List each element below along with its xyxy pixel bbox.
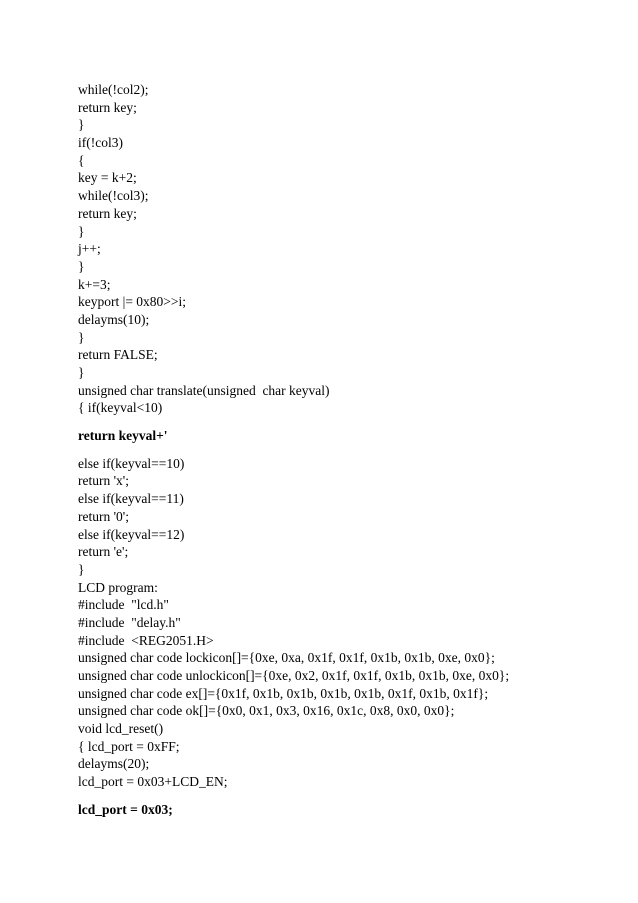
code-line: lcd_port = 0x03+LCD_EN; xyxy=(78,774,228,790)
paragraph-gap xyxy=(78,791,618,801)
code-listing xyxy=(78,81,618,819)
code-line: while(!col3); xyxy=(78,188,149,204)
code-line: unsigned char code ex[]={0x1f, 0x1b, 0x1b, 0x1b, 0x1b, 0x1f, 0x1b, 0x1f}; xyxy=(78,685,489,701)
code-line: } xyxy=(78,117,85,133)
code-line: k+=3; xyxy=(78,276,111,292)
code-line: keyport |= 0x80>>i; xyxy=(78,294,187,310)
paragraph-gap xyxy=(78,445,618,455)
code-line: { xyxy=(78,152,85,168)
code-line: } xyxy=(78,329,85,345)
code-line: } xyxy=(78,561,85,577)
code-line: unsigned char code ok[]={0x0, 0x1, 0x3, 0x16, 0x1c, 0x8, 0x0, 0x0}; xyxy=(78,703,455,719)
code-line: unsigned char translate(unsigned char keyval) xyxy=(78,382,330,398)
code-line: delayms(10); xyxy=(78,311,150,327)
code-line: return FALSE; xyxy=(78,347,158,363)
code-line: unsigned char code lockicon[]={0xe, 0xa, 0x1f, 0x1f, 0x1b, 0x1b, 0xe, 0x0}; xyxy=(78,650,495,666)
code-line: #include <REG2051.H> xyxy=(78,632,214,648)
code-line: return '0'; xyxy=(78,508,129,524)
code-line: LCD program: xyxy=(78,579,158,595)
code-line: void lcd_reset() xyxy=(78,721,164,737)
code-line: return 'x'; xyxy=(78,473,129,489)
code-line: #include "lcd.h" xyxy=(78,597,169,613)
code-line: { lcd_port = 0xFF; xyxy=(78,738,180,754)
code-line: } xyxy=(78,223,85,239)
code-line: return key; xyxy=(78,99,137,115)
paragraph-gap xyxy=(78,417,618,427)
code-line: #include "delay.h" xyxy=(78,614,181,630)
code-line: return 'e'; xyxy=(78,544,129,560)
code-line: while(!col2); xyxy=(78,82,149,97)
code-line: j++; xyxy=(78,241,101,257)
code-line: if(!col3) xyxy=(78,135,123,151)
code-line: lcd_port = 0x03; xyxy=(78,801,173,817)
code-line: } xyxy=(78,365,85,380)
code-line: delayms(20); xyxy=(78,756,150,772)
code-line: } xyxy=(78,258,85,274)
code-line: else if(keyval==12) xyxy=(78,526,185,542)
code-line: unsigned char code unlockicon[]={0xe, 0x2, 0x1f, 0x1f, 0x1b, 0x1b, 0xe, 0x0}; xyxy=(78,668,510,683)
code-line: return keyval+' xyxy=(78,428,168,444)
code-line: else if(keyval==11) xyxy=(78,491,184,507)
code-line: else if(keyval==10) xyxy=(78,455,185,471)
code-line: { if(keyval<10) xyxy=(78,400,163,416)
code-line: key = k+2; xyxy=(78,170,137,186)
code-line: return key; xyxy=(78,205,137,221)
